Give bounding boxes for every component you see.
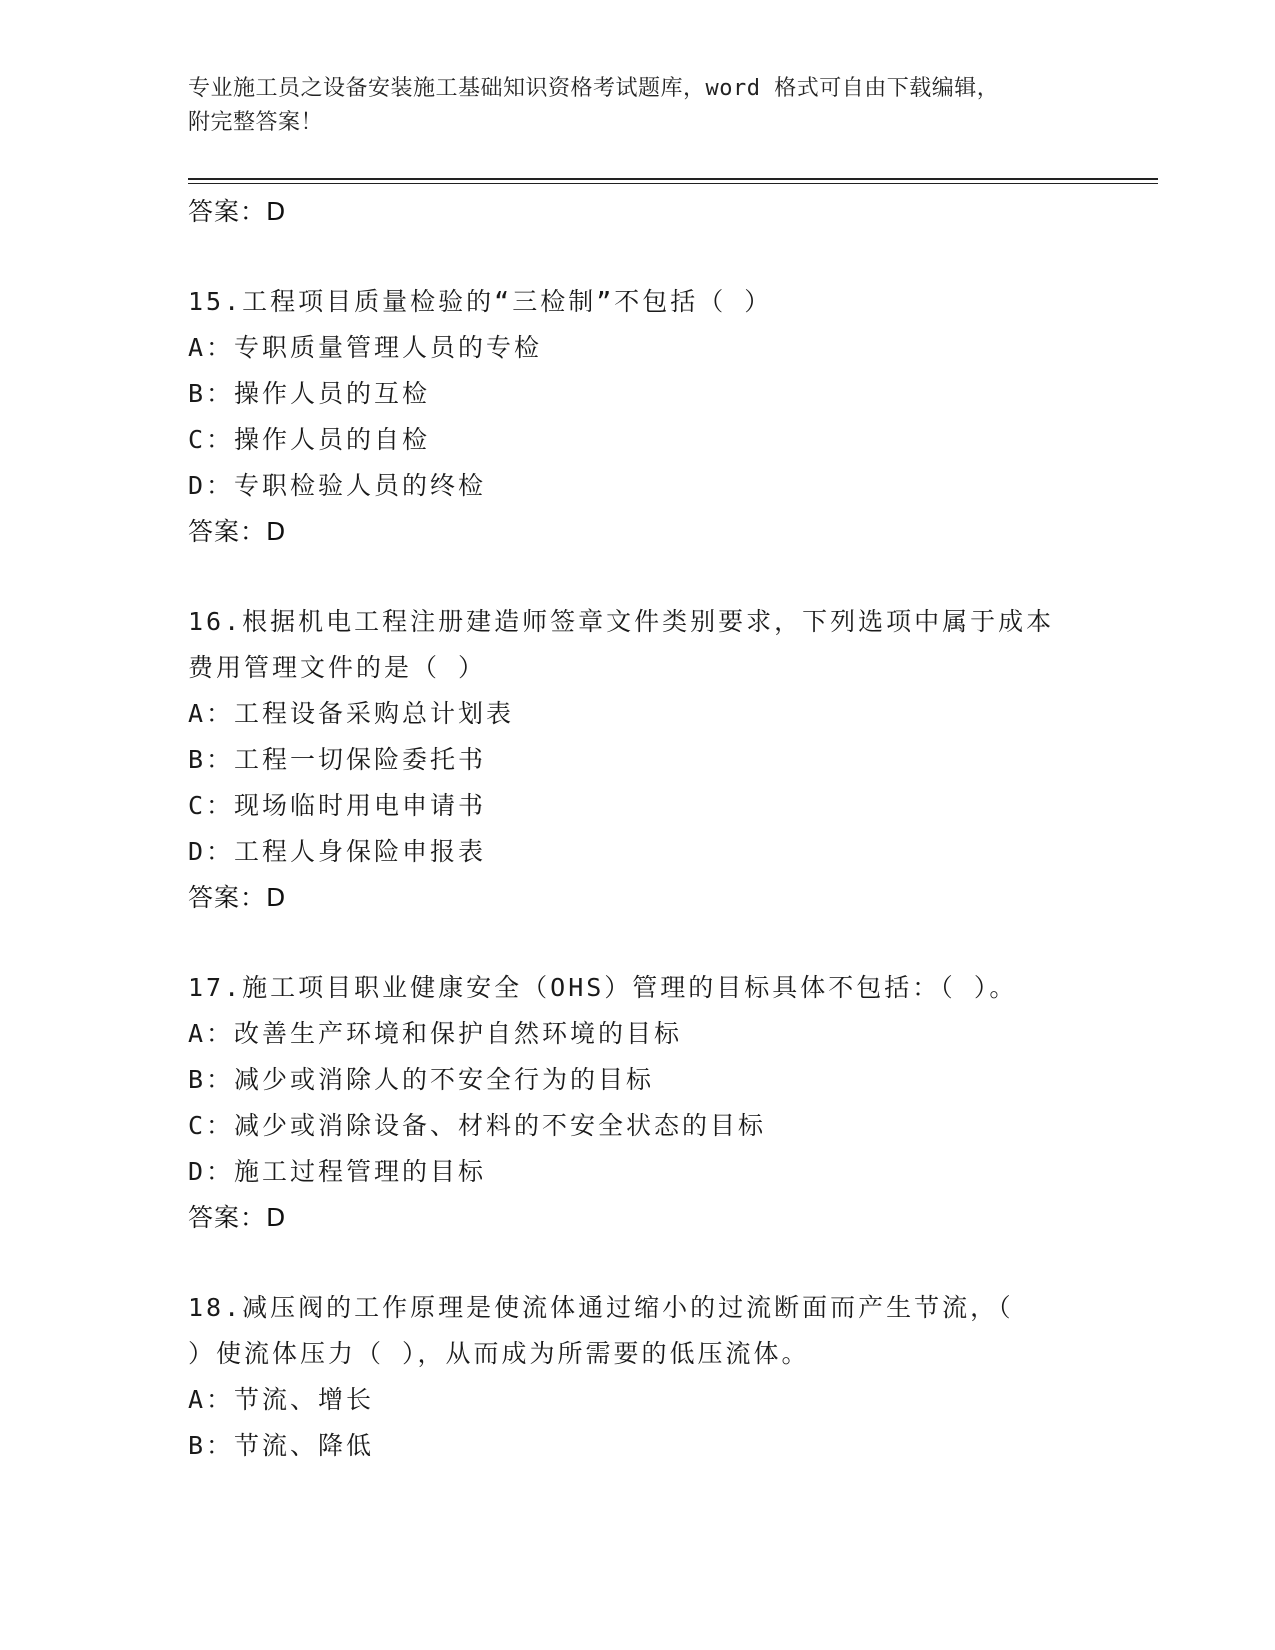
question-list <box>188 189 1148 1469</box>
question-15 <box>188 279 1148 555</box>
option-c: C：现场临时用电申请书 <box>188 791 487 820</box>
option-c: C：操作人员的自检 <box>188 425 431 454</box>
question-17 <box>188 965 1148 1241</box>
option-a: A：专职质量管理人员的专检 <box>188 333 543 362</box>
answer-label: 答案：D <box>188 197 287 226</box>
option-b: B：工程一切保险委托书 <box>188 745 487 774</box>
option-a: A：改善生产环境和保护自然环境的目标 <box>188 1019 683 1048</box>
answer-label: 答案：D <box>188 1203 287 1232</box>
question-18 <box>188 1285 1148 1469</box>
header-divider-thin <box>188 183 1158 184</box>
option-c: C：减少或消除设备、材料的不安全状态的目标 <box>188 1111 767 1140</box>
option-b: B：操作人员的互检 <box>188 379 431 408</box>
header-intro-line-1: 专业施工员之设备安装施工基础知识资格考试题库，word 格式可自由下载编辑， <box>188 76 1000 101</box>
answer-label: 答案：D <box>188 517 287 546</box>
option-b: B：减少或消除人的不安全行为的目标 <box>188 1065 655 1094</box>
question-stem: 17.施工项目职业健康安全（OHS）管理的目标具体不包括：（ ）。 <box>188 973 1018 1002</box>
answer-label: 答案：D <box>188 883 287 912</box>
question-stem: 15.工程项目质量检验的“三检制”不包括（ ） <box>188 287 773 316</box>
question-stem-line-1: 16.根据机电工程注册建造师签章文件类别要求，下列选项中属于成本 <box>188 607 1055 636</box>
option-b: B：节流、降低 <box>188 1431 375 1460</box>
option-d: D：专职检验人员的终检 <box>188 471 487 500</box>
question-stem-line-2: ）使流体压力（ ），从而成为所需要的低压流体。 <box>188 1339 810 1368</box>
header-intro-line-2: 附完整答案！ <box>188 110 324 135</box>
document-header <box>188 72 1108 140</box>
option-d: D：施工过程管理的目标 <box>188 1157 487 1186</box>
question-stem-line-1: 18.减压阀的工作原理是使流体通过缩小的过流断面而产生节流，（ <box>188 1293 1014 1322</box>
option-d: D：工程人身保险申报表 <box>188 837 487 866</box>
question-16 <box>188 599 1148 921</box>
option-a: A：工程设备采购总计划表 <box>188 699 515 728</box>
option-a: A：节流、增长 <box>188 1385 375 1414</box>
header-divider <box>188 178 1158 180</box>
question-stem-line-2: 费用管理文件的是（ ） <box>188 653 487 682</box>
